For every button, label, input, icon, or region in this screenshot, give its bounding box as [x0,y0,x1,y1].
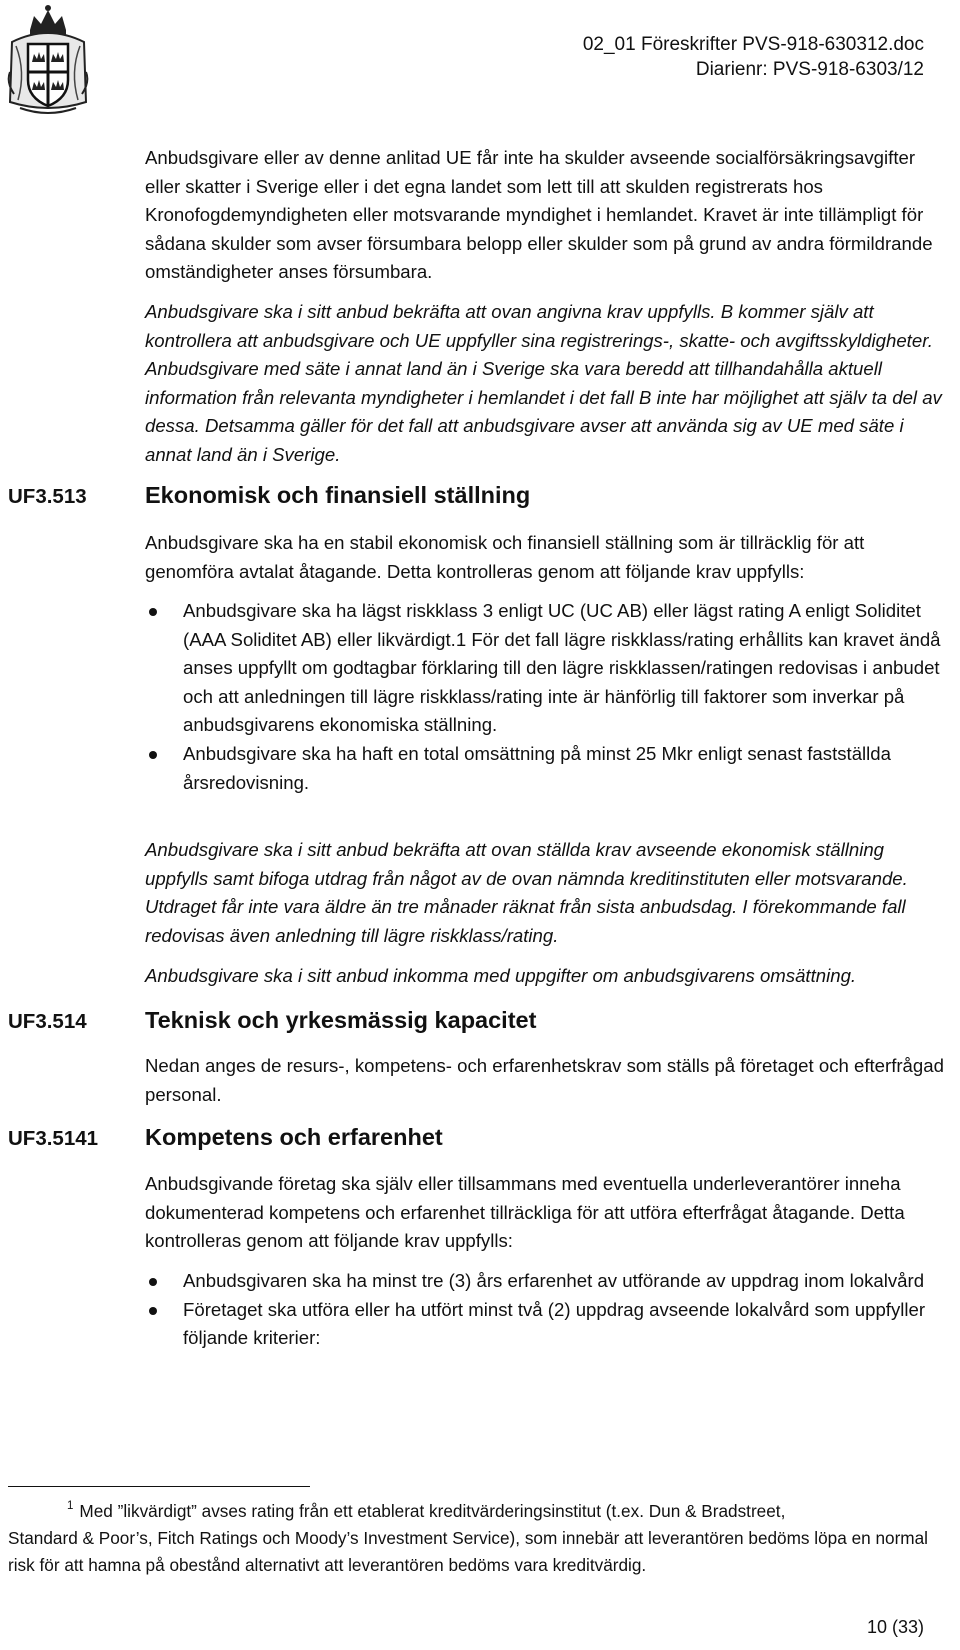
intro-paragraph: Anbudsgivare eller av denne anlitad UE får inte ha skulder avseende socialförsäkringsavgifter eller skatter i Sverige eller i det egna landet som lett till att skulden registrerats hos Kronofogdemyndigheten eller motsvarande myndighet i hemlandet. Kravet är inte tillämpligt för sådana skulder som avser försumbara belopp eller skulder som på grund av andra förmildrande omständigheter anses försumbara. [145,147,933,283]
footnote-marker: 1 [67,1500,74,1512]
list-item [145,1296,945,1353]
list-item-text: Anbudsgivare ska ha lägst riskklass 3 enligt UC (UC AB) eller lägst rating A enligt Soliditet (AAA Soliditet AB) eller likvärdigt.1 För det fall lägre riskklass/rating erhållits kan kravet ändå anses uppfyllt om godtagbar förklaring till den lägre riskklassen/ratingen redovisas i anbudet och att anledningen till lägre riskklass/rating inte är hänförlig till faktorer som inverkar på anbudsgivarens ekonomiska ställning. [183,600,941,736]
section-title-5141: Kompetens och erfarenhet [145,1124,443,1150]
footnote [8,1493,948,1579]
list-item-text: Företaget ska utföra eller ha utfört minst två (2) uppdrag avseende lokalvård som uppfyller följande kriterier: [183,1298,926,1349]
footnote-separator [8,1486,310,1487]
header-diarienr: Diarienr: PVS-918-6303/12 [695,59,924,80]
bullet-icon [149,1307,157,1315]
page-number: 10 (33) [866,1617,924,1637]
list-item-text: Anbudsgivare ska ha haft en total omsättning på minst 25 Mkr enligt senast fastställda årsredovisning. [183,742,891,793]
bullet-icon [149,1278,157,1286]
section-title-513: Ekonomisk och finansiell ställning [145,482,531,508]
section-513-italic-paragraph-2: Anbudsgivare ska i sitt anbud inkomma med uppgifter om anbudsgivarens omsättning. [145,965,857,986]
bullet-icon [149,608,157,616]
coat-of-arms-logo [6,2,90,118]
list-item [145,597,945,740]
list-item-text: Anbudsgivaren ska ha minst tre (3) års erfarenhet av utförande av uppdrag inom lokalvård [183,1270,925,1291]
section-number-5141: UF3.5141 [8,1127,99,1150]
section-5141-bullet-list [145,1267,945,1353]
section-513-bullet-list [145,597,945,797]
section-title-514: Teknisk och yrkesmässig kapacitet [145,1007,537,1033]
footnote-line1: Med ”likvärdigt” avses rating från ett etablerat kreditvärderingsinstitut (t.ex. Dun & Bradstreet, [79,1501,786,1521]
list-item [145,1267,945,1296]
intro-italic-paragraph: Anbudsgivare ska i sitt anbud bekräfta att ovan angivna krav uppfylls. B kommer själv att kontrollera att anbudsgivare och UE uppfyller sina registrerings-, skatte- och avgiftsskyldigheter. Anbudsgivare med säte i annat land än i Sverige ska vara beredd att tillhandahålla aktuell information från relevanta myndigheter i hemlandet i det fall B inte har möjlighet att själv ta del av dessa. Detsamma gäller för det fall att anbudsgivare avser att använda sig av UE med säte i annat land än i Sverige. [145,301,942,465]
section-number-513: UF3.513 [8,485,87,508]
section-513-italic-paragraph: Anbudsgivare ska i sitt anbud bekräfta att ovan ställda krav avseende ekonomisk ställning uppfylls samt bifoga utdrag från något av de ovan nämnda kreditinstituten eller motsvarande. Utdraget får inte vara äldre än tre månader räknat från sista anbudsdag. I förekommande fall redovisas även anledning till lägre riskklass/rating. [145,839,908,946]
list-item [145,740,945,797]
footnote-first-line [8,1493,948,1525]
section-514-paragraph: Nedan anges de resurs-, kompetens- och erfarenhetskrav som ställs på företaget och efterfrågad personal. [145,1055,944,1105]
header-file-name: 02_01 Föreskrifter PVS-918-630312.doc [582,34,924,55]
footnote-rest: Standard & Poor’s, Fitch Ratings och Moody’s Investment Service), som innebär att leverantören bedöms löpa en normal risk för att hamna på obestånd alternativt att leverantören bedöms vara kreditvärdig. [8,1528,929,1575]
bullet-icon [149,751,157,759]
section-5141-paragraph: Anbudsgivande företag ska själv eller tillsammans med eventuella underleverantörer inneha dokumenterad kompetens och erfarenhet tillräckliga för att utföra efterfrågat åtagande. Detta kontrolleras genom att följande krav uppfylls: [145,1173,905,1252]
section-513-paragraph: Anbudsgivare ska ha en stabil ekonomisk och finansiell ställning som är tillräcklig för att genomföra avtalat åtagande. Detta kontrolleras genom att följande krav uppfylls: [145,532,865,582]
section-number-514: UF3.514 [8,1010,87,1033]
document-header [583,32,924,82]
